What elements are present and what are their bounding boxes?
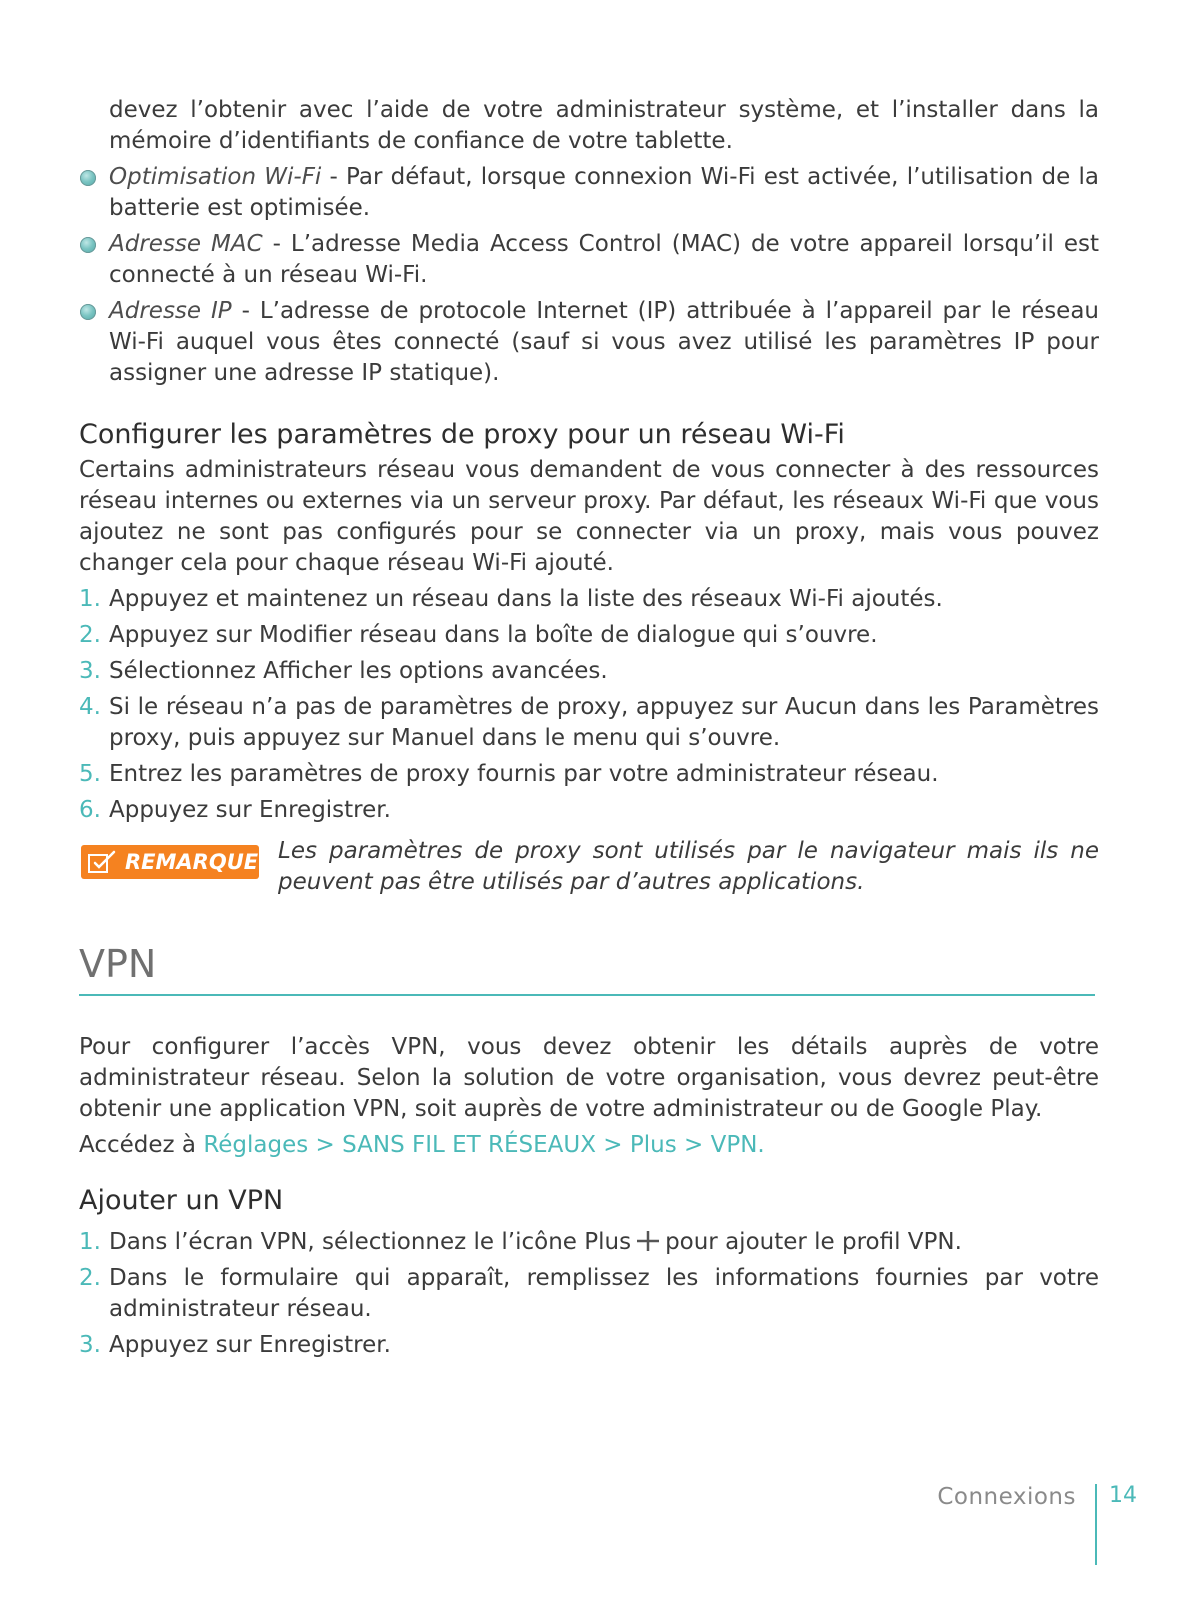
- vpn-path-prefix: Accédez à: [79, 1132, 204, 1158]
- step-text: Entrez les paramètres de proxy fournis par votre administrateur réseau.: [109, 761, 939, 787]
- vpn-intro: Pour configurer l’accès VPN, vous devez obtenir les détails auprès de votre administrateur réseau. Selon la solution de votre organisation, vous devrez peut-être obtenir une application VPN, soit auprès de votre administrateur ou de Google Play.: [79, 1034, 1099, 1122]
- step-text: Appuyez et maintenez un réseau dans la liste des réseaux Wi-Fi ajoutés.: [109, 586, 943, 612]
- footer-divider: [1095, 1484, 1097, 1565]
- list-item: [79, 162, 1099, 224]
- term-label: Optimisation Wi-Fi: [109, 164, 322, 190]
- step-number: 6.: [79, 797, 101, 823]
- step-number: 1.: [79, 1229, 101, 1255]
- step-number: 3.: [79, 658, 101, 684]
- note-edit-icon: [87, 849, 117, 875]
- note-text: Les paramètres de proxy sont utilisés par le navigateur mais ils ne peuvent pas être utilisés par d’autres applications.: [278, 838, 1099, 895]
- add-vpn-steps: [79, 1227, 1099, 1361]
- step-text: Sélectionnez Afficher les options avancées.: [109, 658, 608, 684]
- note-box: [79, 836, 1099, 906]
- proxy-heading: Configurer les paramètres de proxy pour un réseau Wi-Fi: [79, 419, 845, 450]
- step-text: Appuyez sur Enregistrer.: [109, 797, 391, 823]
- bullet-icon: [80, 170, 96, 186]
- wifi-properties-list: [79, 162, 1099, 389]
- term-description: - L’adresse de protocole Internet (IP) attribuée à l’appareil par le réseau Wi-Fi auquel vous êtes connecté (sauf si vous avez utilisé les paramètres IP pour assigner une adresse IP statique).: [109, 298, 1099, 386]
- list-item: [79, 584, 1099, 615]
- section-divider: [79, 994, 1095, 996]
- step-text-after: pour ajouter le profil VPN.: [665, 1229, 962, 1255]
- proxy-intro: Certains administrateurs réseau vous demandent de vous connecter à des ressources réseau internes ou externes via un serveur proxy. Par défaut, les réseaux Wi-Fi que vous ajoutez ne sont pas configurés pour se connecter via un proxy, mais vous pouvez changer cela pour chaque réseau Wi-Fi ajouté.: [79, 457, 1099, 576]
- list-item: [79, 692, 1099, 754]
- list-item: [79, 1227, 1099, 1258]
- step-text-before: Dans l’écran VPN, sélectionnez le l’icône Plus: [109, 1229, 632, 1255]
- vpn-path: [79, 1130, 1099, 1161]
- bullet-icon: [80, 237, 96, 253]
- footer-section-label: Connexions: [937, 1484, 1076, 1510]
- list-item: [79, 296, 1099, 389]
- step-number: 2.: [79, 622, 101, 648]
- intro-continuation: devez l’obtenir avec l’aide de votre administrateur système, et l’installer dans la mémoire d’identifiants de confiance de votre tablette.: [109, 97, 1099, 154]
- list-item: [79, 795, 1099, 826]
- term-label: Adresse IP: [109, 298, 232, 324]
- vpn-settings-path-link[interactable]: Réglages > SANS FIL ET RÉSEAUX > Plus > VPN.: [203, 1132, 765, 1158]
- step-number: 3.: [79, 1332, 101, 1358]
- term-description: - L’adresse Media Access Control (MAC) de votre appareil lorsqu’il est connecté à un réseau Wi-Fi.: [109, 231, 1099, 288]
- list-item: [79, 759, 1099, 790]
- page-number: 14: [1109, 1483, 1137, 1508]
- list-item: [79, 229, 1099, 291]
- vpn-section-title: VPN: [79, 942, 157, 986]
- plus-icon: [634, 1229, 662, 1253]
- proxy-steps: [79, 584, 1099, 826]
- step-text: Appuyez sur Modifier réseau dans la boîte de dialogue qui s’ouvre.: [109, 622, 878, 648]
- step-number: 2.: [79, 1265, 101, 1291]
- bullet-icon: [80, 304, 96, 320]
- list-item: [79, 620, 1099, 651]
- list-item: [79, 1263, 1099, 1325]
- list-item: [79, 1330, 1099, 1361]
- step-number: 5.: [79, 761, 101, 787]
- add-vpn-heading: Ajouter un VPN: [79, 1185, 284, 1216]
- note-badge: [81, 845, 259, 879]
- page-content: [79, 95, 1099, 1361]
- step-number: 4.: [79, 694, 101, 720]
- note-badge-label: REMARQUE: [125, 850, 259, 874]
- term-description: - Par défaut, lorsque connexion Wi-Fi est activée, l’utilisation de la batterie est optimisée.: [109, 164, 1099, 221]
- step-text: Appuyez sur Enregistrer.: [109, 1332, 391, 1358]
- step-text: Dans le formulaire qui apparaît, remplissez les informations fournies par votre administrateur réseau.: [109, 1265, 1099, 1322]
- step-text: Si le réseau n’a pas de paramètres de proxy, appuyez sur Aucun dans les Paramètres proxy, puis appuyez sur Manuel dans le menu qui s’ouvre.: [109, 694, 1099, 751]
- step-number: 1.: [79, 586, 101, 612]
- list-item: [79, 656, 1099, 687]
- term-label: Adresse MAC: [109, 231, 263, 257]
